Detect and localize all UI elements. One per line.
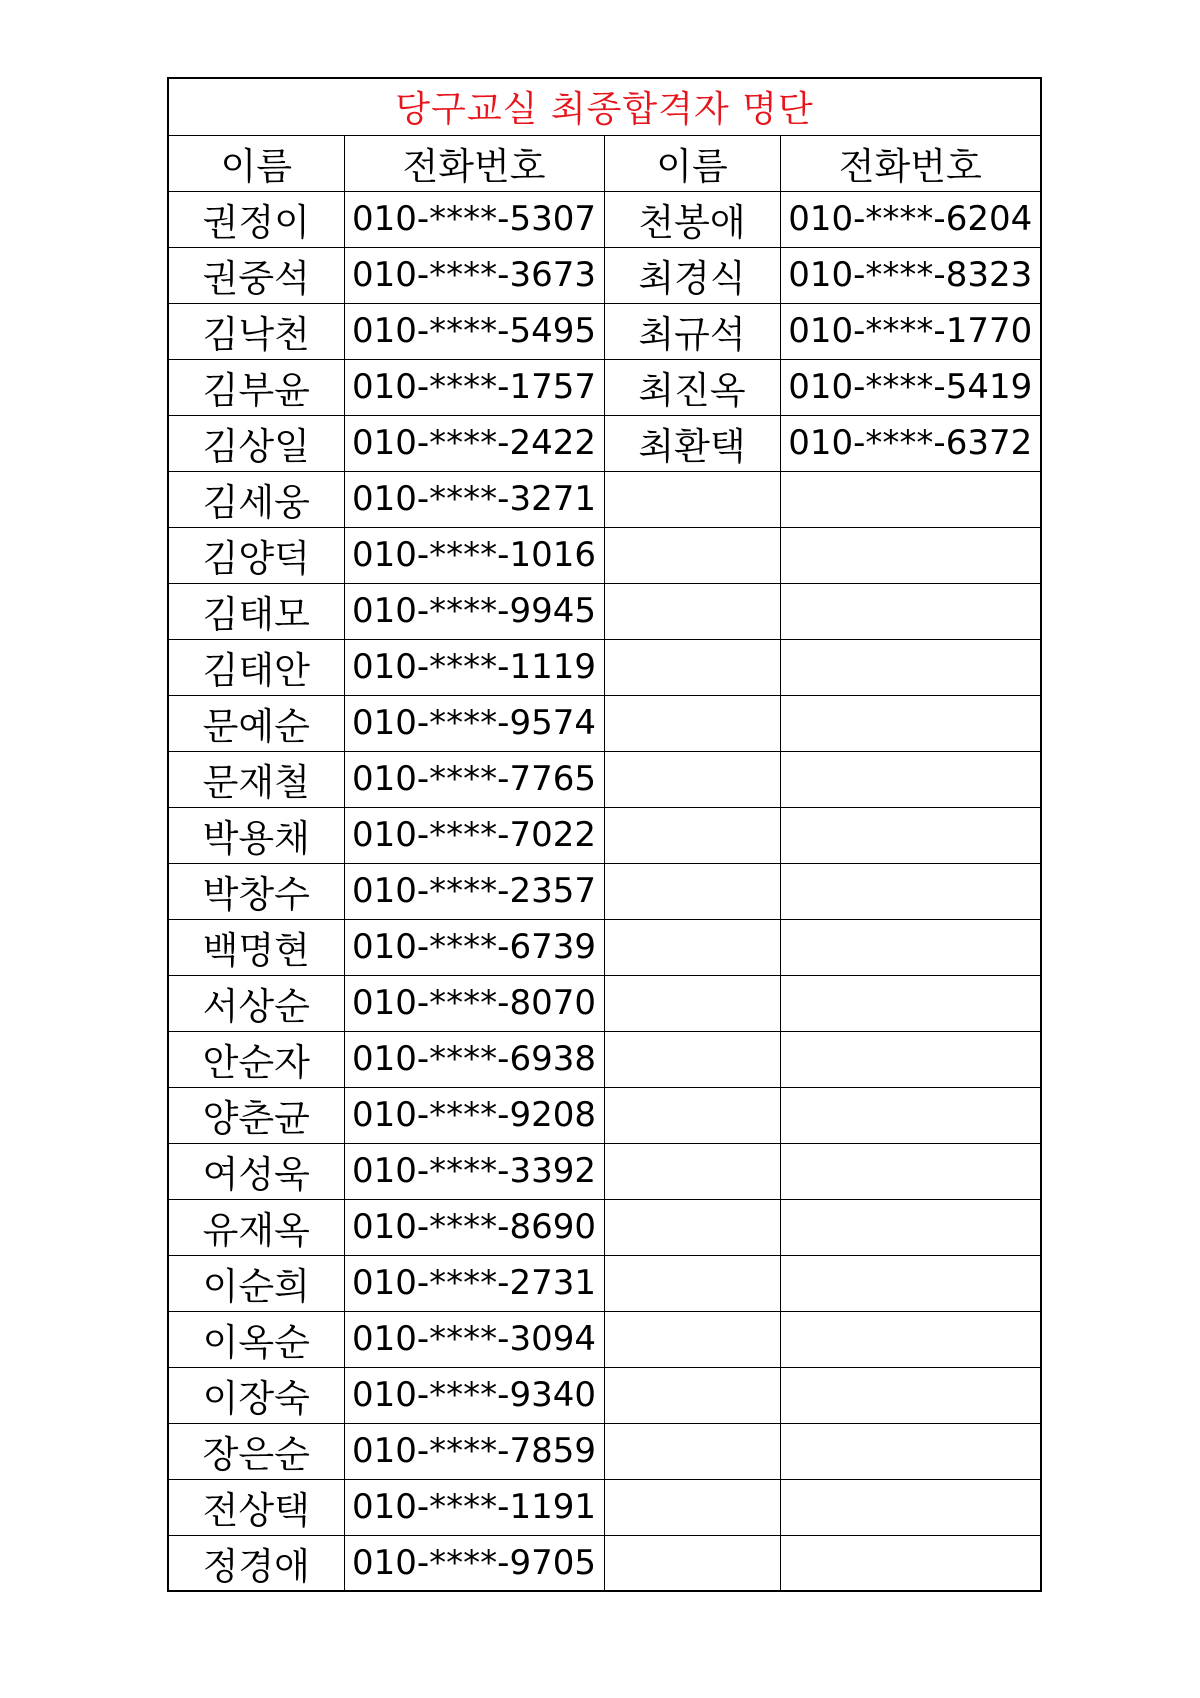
member-phone-right: [780, 1423, 1041, 1479]
table-row: [168, 583, 1041, 639]
member-phone-right: [780, 919, 1041, 975]
member-phone-left: 010-****-9705: [344, 1535, 604, 1591]
member-phone-right: [780, 863, 1041, 919]
member-phone-left: 010-****-2357: [344, 863, 604, 919]
member-name-left: 여성욱: [168, 1143, 344, 1199]
member-name-left: 안순자: [168, 1031, 344, 1087]
table-row: [168, 1479, 1041, 1535]
header-row: [168, 135, 1041, 191]
header-phone-left: 전화번호: [344, 135, 604, 191]
member-phone-right: [780, 1087, 1041, 1143]
member-name-right: 최환택: [604, 415, 780, 471]
member-name-left: 김양덕: [168, 527, 344, 583]
member-phone-right: 010-****-8323: [780, 247, 1041, 303]
member-name-right: [604, 1143, 780, 1199]
table-row: [168, 1535, 1041, 1591]
member-name-left: 문예순: [168, 695, 344, 751]
table-row: [168, 1367, 1041, 1423]
table-row: [168, 1423, 1041, 1479]
member-name-left: 문재철: [168, 751, 344, 807]
member-phone-left: 010-****-9945: [344, 583, 604, 639]
member-phone-right: [780, 695, 1041, 751]
table-row: [168, 1255, 1041, 1311]
member-phone-right: 010-****-6372: [780, 415, 1041, 471]
member-name-right: 최규석: [604, 303, 780, 359]
member-name-right: [604, 1255, 780, 1311]
header-phone-right: 전화번호: [780, 135, 1041, 191]
member-name-left: 김태모: [168, 583, 344, 639]
page-title: 당구교실 최종합격자 명단: [168, 78, 1041, 135]
table-row: [168, 247, 1041, 303]
table-row: [168, 1031, 1041, 1087]
table-row: [168, 527, 1041, 583]
member-name-left: 김세웅: [168, 471, 344, 527]
table-row: [168, 471, 1041, 527]
member-name-left: 이장숙: [168, 1367, 344, 1423]
table-row: [168, 695, 1041, 751]
member-name-left: 전상택: [168, 1479, 344, 1535]
table-row: [168, 863, 1041, 919]
member-phone-left: 010-****-5307: [344, 191, 604, 247]
member-name-right: [604, 1479, 780, 1535]
member-name-right: 천봉애: [604, 191, 780, 247]
title-row: [168, 78, 1041, 135]
member-name-right: [604, 1199, 780, 1255]
table-row: [168, 807, 1041, 863]
member-phone-left: 010-****-6938: [344, 1031, 604, 1087]
member-name-right: 최진옥: [604, 359, 780, 415]
member-name-right: [604, 1535, 780, 1591]
member-name-left: 이순희: [168, 1255, 344, 1311]
member-phone-right: [780, 1199, 1041, 1255]
table-row: [168, 303, 1041, 359]
table-row: [168, 919, 1041, 975]
member-name-left: 권정이: [168, 191, 344, 247]
member-phone-left: 010-****-3271: [344, 471, 604, 527]
member-phone-right: [780, 1143, 1041, 1199]
member-name-left: 서상순: [168, 975, 344, 1031]
member-name-right: [604, 1087, 780, 1143]
member-name-right: [604, 527, 780, 583]
member-name-right: [604, 1031, 780, 1087]
member-phone-right: 010-****-5419: [780, 359, 1041, 415]
member-name-right: [604, 751, 780, 807]
member-name-right: [604, 975, 780, 1031]
member-phone-right: [780, 1367, 1041, 1423]
member-name-right: [604, 863, 780, 919]
member-phone-left: 010-****-7765: [344, 751, 604, 807]
member-phone-left: 010-****-3392: [344, 1143, 604, 1199]
table-row: [168, 359, 1041, 415]
member-phone-left: 010-****-1757: [344, 359, 604, 415]
table-row: [168, 1199, 1041, 1255]
member-phone-left: 010-****-3094: [344, 1311, 604, 1367]
member-name-left: 이옥순: [168, 1311, 344, 1367]
member-phone-right: [780, 639, 1041, 695]
table-row: [168, 751, 1041, 807]
table-row: [168, 191, 1041, 247]
member-name-left: 유재옥: [168, 1199, 344, 1255]
member-phone-right: [780, 1535, 1041, 1591]
member-phone-left: 010-****-2422: [344, 415, 604, 471]
member-name-right: [604, 1423, 780, 1479]
table-row: [168, 975, 1041, 1031]
member-phone-right: [780, 751, 1041, 807]
member-name-left: 양춘균: [168, 1087, 344, 1143]
member-name-right: [604, 919, 780, 975]
member-phone-right: [780, 1031, 1041, 1087]
member-phone-left: 010-****-7859: [344, 1423, 604, 1479]
member-phone-left: 010-****-9208: [344, 1087, 604, 1143]
member-phone-right: [780, 527, 1041, 583]
member-name-left: 박용채: [168, 807, 344, 863]
member-name-left: 장은순: [168, 1423, 344, 1479]
member-name-right: [604, 639, 780, 695]
member-phone-right: [780, 1311, 1041, 1367]
member-phone-left: 010-****-9574: [344, 695, 604, 751]
member-phone-left: 010-****-9340: [344, 1367, 604, 1423]
member-phone-left: 010-****-8070: [344, 975, 604, 1031]
member-phone-left: 010-****-2731: [344, 1255, 604, 1311]
member-phone-right: [780, 807, 1041, 863]
member-phone-left: 010-****-5495: [344, 303, 604, 359]
header-name-right: 이름: [604, 135, 780, 191]
member-name-left: 권중석: [168, 247, 344, 303]
table-row: [168, 639, 1041, 695]
member-name-left: 김상일: [168, 415, 344, 471]
member-phone-right: [780, 1479, 1041, 1535]
member-name-right: 최경식: [604, 247, 780, 303]
member-phone-right: [780, 1255, 1041, 1311]
member-phone-left: 010-****-1191: [344, 1479, 604, 1535]
member-name-left: 박창수: [168, 863, 344, 919]
member-phone-right: [780, 583, 1041, 639]
member-phone-right: 010-****-6204: [780, 191, 1041, 247]
member-name-right: [604, 471, 780, 527]
roster-body: [168, 191, 1041, 1591]
table-row: [168, 1143, 1041, 1199]
member-phone-left: 010-****-8690: [344, 1199, 604, 1255]
roster-table: [167, 77, 1042, 1592]
member-phone-left: 010-****-1119: [344, 639, 604, 695]
member-phone-left: 010-****-6739: [344, 919, 604, 975]
member-phone-left: 010-****-1016: [344, 527, 604, 583]
member-phone-right: [780, 975, 1041, 1031]
member-phone-left: 010-****-3673: [344, 247, 604, 303]
header-name-left: 이름: [168, 135, 344, 191]
member-name-left: 정경애: [168, 1535, 344, 1591]
member-name-right: [604, 807, 780, 863]
member-name-right: [604, 583, 780, 639]
member-name-left: 김부윤: [168, 359, 344, 415]
member-name-left: 김낙천: [168, 303, 344, 359]
member-name-left: 김태안: [168, 639, 344, 695]
member-name-right: [604, 1311, 780, 1367]
table-row: [168, 415, 1041, 471]
table-row: [168, 1087, 1041, 1143]
member-phone-right: [780, 471, 1041, 527]
member-name-right: [604, 1367, 780, 1423]
member-phone-right: 010-****-1770: [780, 303, 1041, 359]
table-row: [168, 1311, 1041, 1367]
member-name-left: 백명현: [168, 919, 344, 975]
member-name-right: [604, 695, 780, 751]
member-phone-left: 010-****-7022: [344, 807, 604, 863]
